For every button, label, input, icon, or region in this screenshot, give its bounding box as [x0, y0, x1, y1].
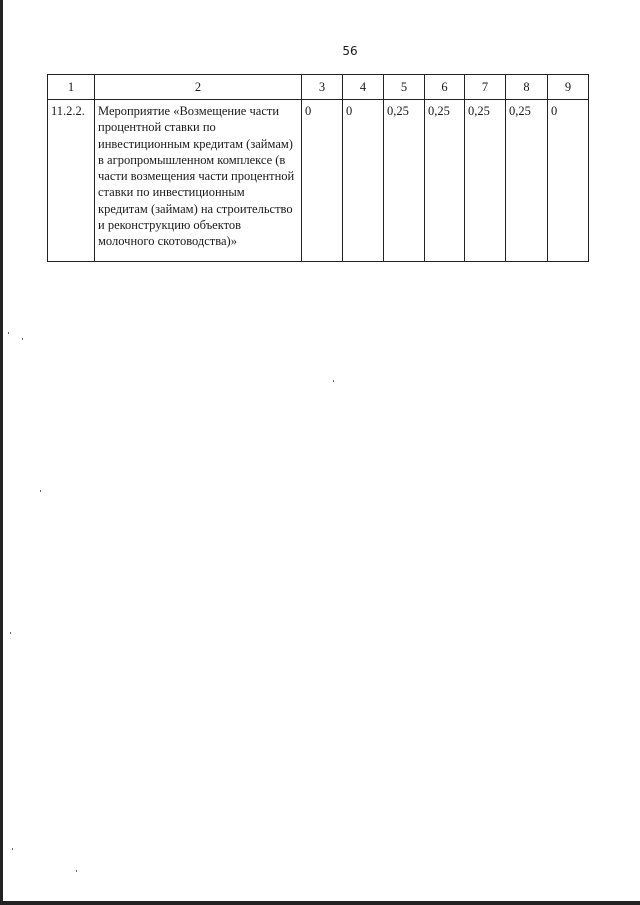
row-description-text: Мероприятие «Возмещение части процентной ставки по инвестиционным кредитам (займам) в агропромышленном комплексе (в части возмещения части процентной ставки по инвестиционным кредитам (займам) на строительство и реконструкцию объектов молочного скотоводства)»: [98, 104, 295, 249]
scan-speck: [22, 338, 23, 340]
column-header: 5: [384, 75, 425, 100]
column-header: 9: [548, 75, 589, 100]
value-cell: 0: [548, 100, 589, 262]
column-header: 1: [48, 75, 95, 100]
scan-speck: [76, 870, 77, 872]
column-header: 8: [506, 75, 548, 100]
scan-speck: [8, 332, 9, 334]
column-header: 2: [95, 75, 302, 100]
table-header-row: [48, 75, 589, 100]
value-cell: 0,25: [465, 100, 506, 262]
scan-speck: [12, 848, 13, 850]
column-header: 6: [425, 75, 465, 100]
scan-speck: [40, 490, 41, 492]
scan-left-edge: [0, 0, 3, 905]
value-cell: 0,25: [384, 100, 425, 262]
data-table: [47, 74, 589, 262]
page-number: 56: [342, 44, 358, 58]
table-row: [48, 100, 589, 262]
value-cell: 0: [343, 100, 384, 262]
value-cell: 0,25: [506, 100, 548, 262]
row-code-cell: 11.2.2.: [48, 100, 95, 262]
column-header: 7: [465, 75, 506, 100]
value-cell: 0,25: [425, 100, 465, 262]
row-description-cell: [95, 100, 302, 262]
column-header: 3: [302, 75, 343, 100]
column-header: 4: [343, 75, 384, 100]
scan-speck: [333, 380, 334, 382]
scan-bottom-edge: [0, 901, 640, 905]
value-cell: 0: [302, 100, 343, 262]
scan-speck: [10, 632, 11, 634]
